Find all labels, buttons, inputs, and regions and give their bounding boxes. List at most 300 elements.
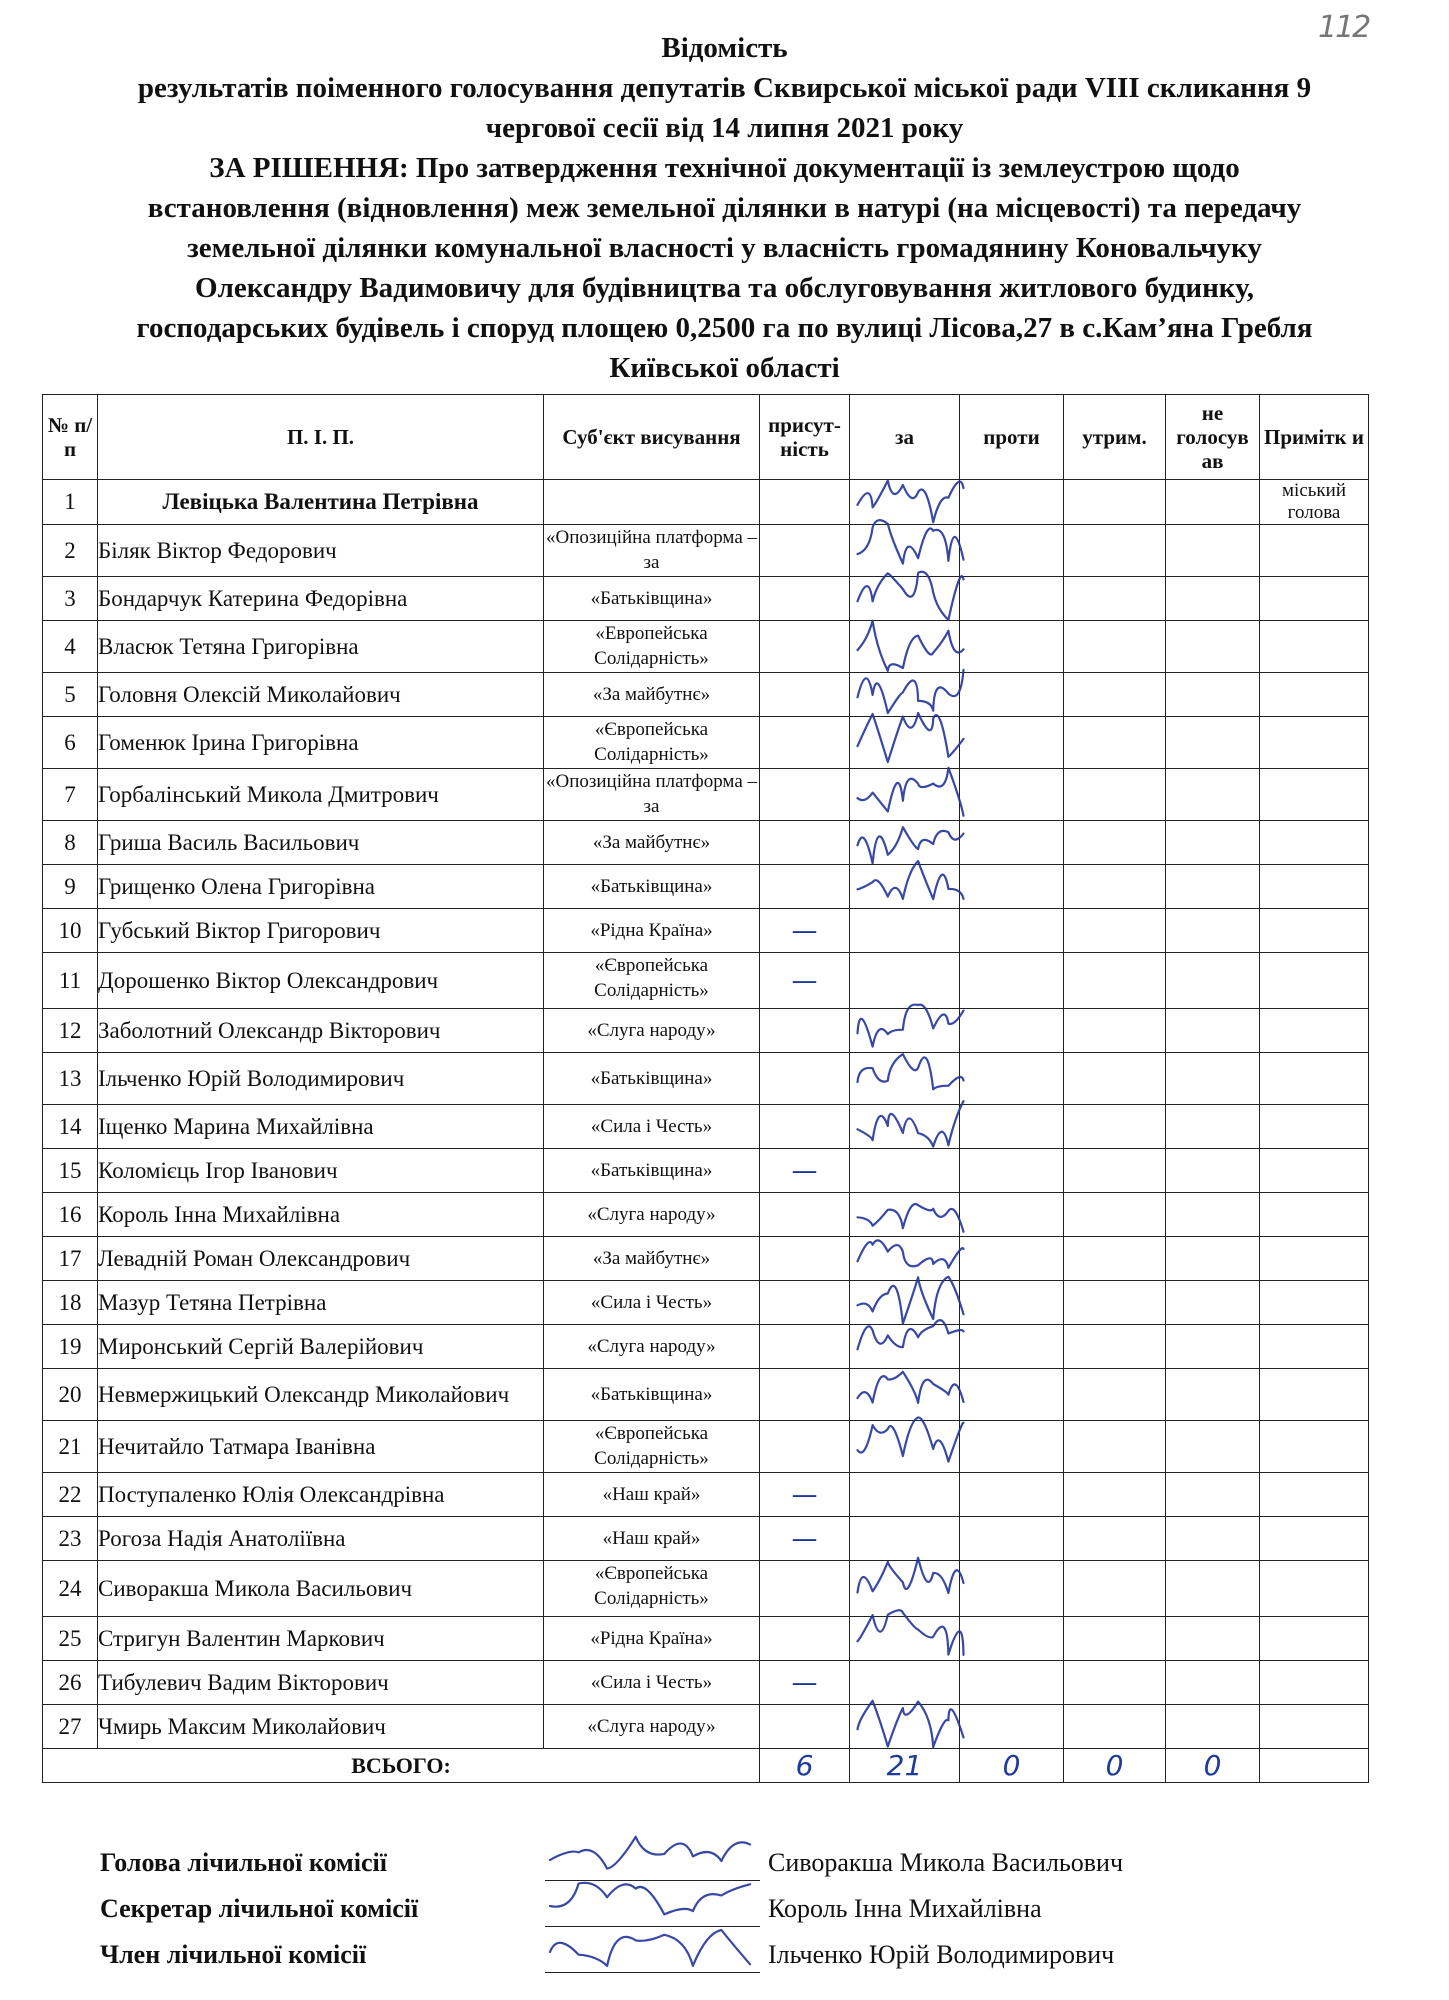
table-row [43,1281,1369,1325]
vote-against-cell [960,1149,1064,1193]
deputy-name: Поступаленко Юлія Олександрівна [98,1473,544,1517]
table-row [43,1421,1369,1473]
presence-cell: — [760,1517,850,1561]
vote-for-cell [850,769,960,821]
vote-against-cell [960,865,1064,909]
vote-abstain-cell [1064,1705,1166,1749]
vote-for-cell [850,1561,960,1617]
vote-abstain-cell [1064,1193,1166,1237]
vote-for-cell [850,909,960,953]
table-row [43,865,1369,909]
presence-cell [760,1237,850,1281]
note-cell [1260,821,1369,865]
row-number: 16 [43,1193,98,1237]
table-header-row [43,395,1369,480]
deputy-name: Мазур Тетяна Петрівна [98,1281,544,1325]
vote-against-cell [960,1237,1064,1281]
nominating-party: «Наш край» [544,1517,760,1561]
voting-table [42,394,1369,1783]
not-voted-cell [1166,865,1260,909]
note-cell [1260,1617,1369,1661]
deputy-name: Ільченко Юрій Володимирович [98,1053,544,1105]
table-row [43,1705,1369,1749]
vote-abstain-cell [1064,1369,1166,1421]
total-note [1260,1749,1369,1783]
vote-abstain-cell [1064,769,1166,821]
nominating-party: «Сила і Честь» [544,1661,760,1705]
vote-against-cell [960,1009,1064,1053]
nominating-party: «Європейська Солідарність» [544,1421,760,1473]
note-cell [1260,1473,1369,1517]
row-number: 9 [43,865,98,909]
nominating-party: «Батьківщина» [544,1053,760,1105]
not-voted-cell [1166,621,1260,673]
secretary-role: Секретар лічильної комісії [100,1894,419,1923]
deputy-name: Коломієць Ігор Іванович [98,1149,544,1193]
presence-cell [760,717,850,769]
table-row [43,480,1369,525]
row-number: 23 [43,1517,98,1561]
vote-for-cell [850,1661,960,1705]
table-row [43,769,1369,821]
presence-cell [760,1193,850,1237]
presence-cell [760,1325,850,1369]
presence-cell [760,1009,850,1053]
header-note: Примітк и [1260,395,1369,480]
note-cell: міський голова [1260,480,1369,525]
header-party: Суб'єкт висування [544,395,760,480]
vote-for-cell [850,1617,960,1661]
document-title: Відомість [661,32,788,64]
table-row [43,1517,1369,1561]
deputy-name: Гоменюк Ірина Григорівна [98,717,544,769]
header-for: за [850,395,960,480]
deputy-name: Власюк Тетяна Григорівна [98,621,544,673]
vote-for-cell [850,480,960,525]
deputy-name: Губський Віктор Григорович [98,909,544,953]
vote-for-cell [850,1369,960,1421]
vote-for-cell [850,1517,960,1561]
vote-abstain-cell [1064,865,1166,909]
vote-against-cell [960,480,1064,525]
not-voted-cell [1166,1661,1260,1705]
vote-against-cell [960,577,1064,621]
not-voted-cell [1166,1193,1260,1237]
vote-abstain-cell [1064,525,1166,577]
vote-for-cell [850,673,960,717]
signature-line [545,1880,760,1881]
vote-against-cell [960,1421,1064,1473]
not-voted-cell [1166,909,1260,953]
table-body [43,480,1369,1749]
decision-line: Олександру Вадимовичу для будівництва та обслуговування житлового будинку, [195,272,1254,304]
not-voted-cell [1166,1105,1260,1149]
table-row [43,1237,1369,1281]
vote-against-cell [960,1661,1064,1705]
presence-cell [760,1617,850,1661]
deputy-name: Головня Олексій Миколайович [98,673,544,717]
row-number: 14 [43,1105,98,1149]
deputy-name: Біляк Віктор Федорович [98,525,544,577]
vote-for-cell [850,1421,960,1473]
row-number: 20 [43,1369,98,1421]
deputy-name: Бондарчук Катерина Федорівна [98,577,544,621]
note-cell [1260,1705,1369,1749]
nominating-party: «Сила і Честь» [544,1105,760,1149]
not-voted-cell [1166,673,1260,717]
vote-for-cell [850,1009,960,1053]
nominating-party: «Слуга народу» [544,1009,760,1053]
deputy-name: Миронський Сергій Валерійович [98,1325,544,1369]
deputy-name: Сиворакша Микола Васильович [98,1561,544,1617]
decision-line: земельної ділянки комунальної власності у власність громадянину Коновальчуку [187,232,1262,264]
header-not-voted: не голосув ав [1166,395,1260,480]
row-number: 6 [43,717,98,769]
row-number: 22 [43,1473,98,1517]
table-row [43,1105,1369,1149]
vote-abstain-cell [1064,953,1166,1009]
note-cell [1260,1369,1369,1421]
row-number: 18 [43,1281,98,1325]
note-cell [1260,1009,1369,1053]
nominating-party: «Європейська Солідарність» [544,1561,760,1617]
table-row [43,1053,1369,1105]
vote-for-cell [850,717,960,769]
vote-abstain-cell [1064,1617,1166,1661]
decision-line: Київської області [609,352,840,384]
vote-abstain-cell [1064,1661,1166,1705]
vote-abstain-cell [1064,1561,1166,1617]
nominating-party: «Батьківщина» [544,1369,760,1421]
nominating-party: «Батьківщина» [544,1149,760,1193]
vote-against-cell [960,1517,1064,1561]
presence-cell [760,525,850,577]
presence-cell: — [760,1473,850,1517]
table-row [43,717,1369,769]
page-number: 112 [1318,10,1370,45]
not-voted-cell [1166,1325,1260,1369]
note-cell [1260,1325,1369,1369]
commission-signatures [100,1848,1300,1986]
not-voted-cell [1166,1237,1260,1281]
deputy-name: Чмирь Максим Миколайович [98,1705,544,1749]
vote-abstain-cell [1064,1149,1166,1193]
header-fio: П. І. П. [98,395,544,480]
vote-against-cell [960,1561,1064,1617]
secretary-name: Король Інна Михайлівна [768,1894,1042,1923]
total-not-voted: 0 [1166,1749,1260,1783]
nominating-party: «Слуга народу» [544,1705,760,1749]
row-number: 13 [43,1053,98,1105]
vote-against-cell [960,821,1064,865]
row-number: 19 [43,1325,98,1369]
nominating-party: «Рідна Країна» [544,909,760,953]
deputy-name: Левадній Роман Олександрович [98,1237,544,1281]
nominating-party: «Європейська Солідарність» [544,717,760,769]
not-voted-cell [1166,1369,1260,1421]
vote-abstain-cell [1064,821,1166,865]
chair-row [100,1848,1300,1894]
note-cell [1260,577,1369,621]
presence-cell [760,769,850,821]
vote-against-cell [960,953,1064,1009]
nominating-party: «Батьківщина» [544,865,760,909]
presence-cell [760,1281,850,1325]
vote-for-cell [850,525,960,577]
note-cell [1260,1237,1369,1281]
chair-role: Голова лічильної комісії [100,1848,387,1877]
presence-cell [760,1105,850,1149]
presence-cell [760,821,850,865]
row-number: 11 [43,953,98,1009]
totals-label: ВСЬОГО: [43,1749,760,1783]
note-cell [1260,1661,1369,1705]
note-cell [1260,1105,1369,1149]
vote-against-cell [960,1105,1064,1149]
table-row [43,1661,1369,1705]
not-voted-cell [1166,480,1260,525]
not-voted-cell [1166,1149,1260,1193]
not-voted-cell [1166,577,1260,621]
presence-cell [760,621,850,673]
presence-cell: — [760,1149,850,1193]
vote-abstain-cell [1064,673,1166,717]
total-against: 0 [960,1749,1064,1783]
deputy-name: Стригун Валентин Маркович [98,1617,544,1661]
row-number: 17 [43,1237,98,1281]
header-abstain: утрим. [1064,395,1166,480]
vote-for-cell [850,1473,960,1517]
vote-against-cell [960,717,1064,769]
row-number: 12 [43,1009,98,1053]
presence-cell: — [760,1661,850,1705]
vote-abstain-cell [1064,1009,1166,1053]
deputy-name: Рогоза Надія Анатоліївна [98,1517,544,1561]
vote-abstain-cell [1064,1281,1166,1325]
note-cell [1260,1517,1369,1561]
nominating-party: «Наш край» [544,1473,760,1517]
vote-against-cell [960,621,1064,673]
row-number: 25 [43,1617,98,1661]
vote-against-cell [960,1193,1064,1237]
nominating-party: «Сила і Честь» [544,1281,760,1325]
deputy-name: Грищенко Олена Григорівна [98,865,544,909]
table-row [43,1193,1369,1237]
not-voted-cell [1166,821,1260,865]
vote-abstain-cell [1064,621,1166,673]
signature-line [545,1926,760,1927]
vote-for-cell [850,577,960,621]
row-number: 15 [43,1149,98,1193]
table-row [43,1473,1369,1517]
note-cell [1260,717,1369,769]
note-cell [1260,1561,1369,1617]
vote-for-cell [850,1149,960,1193]
vote-abstain-cell [1064,480,1166,525]
total-presence: 6 [760,1749,850,1783]
table-row [43,1009,1369,1053]
table-row [43,909,1369,953]
header-num: № п/п [43,395,98,480]
vote-against-cell [960,1325,1064,1369]
not-voted-cell [1166,717,1260,769]
note-cell [1260,865,1369,909]
not-voted-cell [1166,1517,1260,1561]
nominating-party: «Опозиційна платформа – за [544,769,760,821]
deputy-name: Тибулевич Вадим Вікторович [98,1661,544,1705]
deputy-name: Горбалінський Микола Дмитрович [98,769,544,821]
member-row [100,1940,1300,1986]
vote-for-cell [850,1237,960,1281]
row-number: 5 [43,673,98,717]
presence-cell [760,1561,850,1617]
nominating-party [544,480,760,525]
vote-abstain-cell [1064,577,1166,621]
vote-against-cell [960,1705,1064,1749]
table-row [43,525,1369,577]
row-number: 1 [43,480,98,525]
nominating-party: «Рідна Країна» [544,1617,760,1661]
table-row [43,577,1369,621]
deputy-name: Дорошенко Віктор Олександрович [98,953,544,1009]
row-number: 7 [43,769,98,821]
presence-cell [760,1053,850,1105]
deputy-name: Гриша Василь Васильович [98,821,544,865]
table-row [43,621,1369,673]
nominating-party: «За майбутнє» [544,821,760,865]
presence-cell: — [760,909,850,953]
row-number: 10 [43,909,98,953]
nominating-party: «За майбутнє» [544,1237,760,1281]
not-voted-cell [1166,1053,1260,1105]
vote-for-cell [850,1281,960,1325]
note-cell [1260,769,1369,821]
decision-line: господарських будівель і споруд площею 0,2500 га по вулиці Лісова,27 в с.Кам’яна Гребля [136,312,1313,344]
note-cell [1260,953,1369,1009]
vote-abstain-cell [1064,1325,1166,1369]
note-cell [1260,525,1369,577]
not-voted-cell [1166,953,1260,1009]
not-voted-cell [1166,1617,1260,1661]
table-row [43,1325,1369,1369]
vote-abstain-cell [1064,1473,1166,1517]
deputy-name: Левіцька Валентина Петрівна [98,480,544,525]
note-cell [1260,909,1369,953]
not-voted-cell [1166,1009,1260,1053]
row-number: 24 [43,1561,98,1617]
row-number: 4 [43,621,98,673]
row-number: 27 [43,1705,98,1749]
vote-abstain-cell [1064,1053,1166,1105]
decision-line: встановлення (відновлення) меж земельної ділянки в натурі (на місцевості) та передачу [147,192,1302,224]
table-row [43,1561,1369,1617]
secretary-row [100,1894,1300,1940]
not-voted-cell [1166,769,1260,821]
vote-against-cell [960,525,1064,577]
vote-abstain-cell [1064,1421,1166,1473]
document-subtitle-2: чергової сесії від 14 липня 2021 року [485,112,964,144]
deputy-name: Іщенко Марина Михайлівна [98,1105,544,1149]
total-abstain: 0 [1064,1749,1166,1783]
presence-cell [760,577,850,621]
not-voted-cell [1166,525,1260,577]
vote-for-cell [850,953,960,1009]
vote-abstain-cell [1064,909,1166,953]
note-cell [1260,621,1369,673]
document-subtitle-1: результатів поіменного голосування депутатів Сквирської міської ради VIII скликання 9 [137,72,1312,104]
note-cell [1260,673,1369,717]
nominating-party: «Слуга народу» [544,1325,760,1369]
note-cell [1260,1281,1369,1325]
nominating-party: «Європейська Солідарність» [544,953,760,1009]
member-role: Член лічильної комісії [100,1940,367,1969]
note-cell [1260,1149,1369,1193]
not-voted-cell [1166,1705,1260,1749]
vote-against-cell [960,1281,1064,1325]
document-header [30,28,1419,388]
table-row [43,1149,1369,1193]
row-number: 8 [43,821,98,865]
row-number: 21 [43,1421,98,1473]
vote-for-cell [850,1105,960,1149]
member-name: Ільченко Юрій Володимирович [768,1940,1115,1969]
vote-for-cell [850,1193,960,1237]
nominating-party: «За майбутнє» [544,673,760,717]
not-voted-cell [1166,1421,1260,1473]
not-voted-cell [1166,1561,1260,1617]
deputy-name: Заболотний Олександр Вікторович [98,1009,544,1053]
row-number: 3 [43,577,98,621]
vote-against-cell [960,1617,1064,1661]
header-presence: присут-ність [760,395,850,480]
note-cell [1260,1421,1369,1473]
presence-cell: — [760,953,850,1009]
totals-row [43,1749,1369,1783]
note-cell [1260,1193,1369,1237]
vote-for-cell [850,1053,960,1105]
not-voted-cell [1166,1473,1260,1517]
vote-abstain-cell [1064,1237,1166,1281]
table-row [43,1369,1369,1421]
vote-against-cell [960,1053,1064,1105]
chair-name: Сиворакша Микола Васильович [768,1848,1124,1877]
header-against: проти [960,395,1064,480]
presence-cell [760,1705,850,1749]
vote-against-cell [960,1369,1064,1421]
deputy-name: Король Інна Михайлівна [98,1193,544,1237]
vote-for-cell [850,865,960,909]
vote-for-cell [850,621,960,673]
table-row [43,953,1369,1009]
nominating-party: «Европейська Солідарність» [544,621,760,673]
table-row [43,673,1369,717]
vote-abstain-cell [1064,1105,1166,1149]
presence-cell [760,673,850,717]
vote-for-cell [850,1705,960,1749]
vote-abstain-cell [1064,1517,1166,1561]
deputy-name: Нечитайло Татмара Іванівна [98,1421,544,1473]
presence-cell [760,1421,850,1473]
vote-for-cell [850,821,960,865]
decision-line: ЗА РІШЕННЯ: Про затвердження технічної документації із землеустрою щодо [209,152,1240,184]
signature-line [545,1972,760,1973]
vote-for-cell [850,1325,960,1369]
nominating-party: «Опозиційна платформа – за [544,525,760,577]
nominating-party: «Батьківщина» [544,577,760,621]
not-voted-cell [1166,1281,1260,1325]
table-row [43,821,1369,865]
presence-cell [760,480,850,525]
